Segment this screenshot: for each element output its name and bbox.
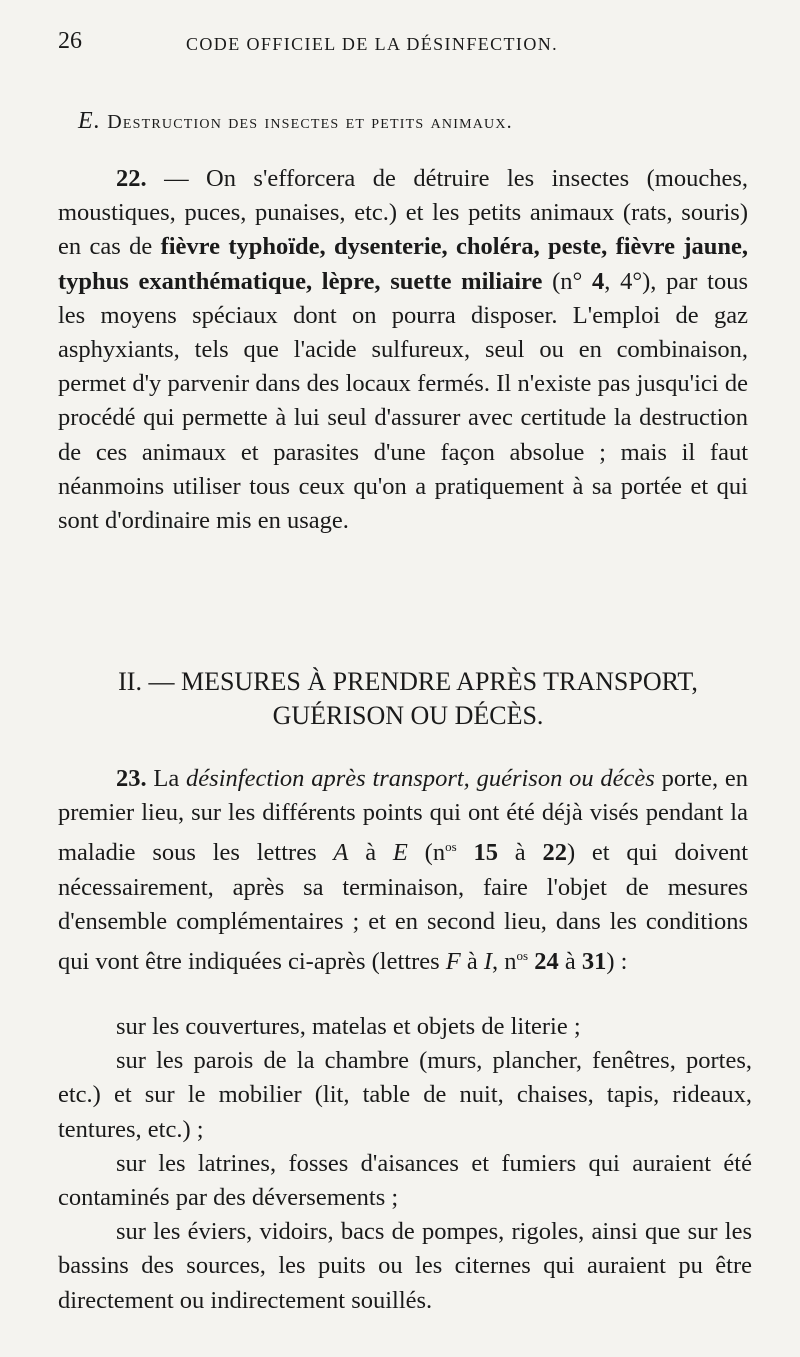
superscript: os	[516, 948, 529, 964]
section-title: Destruction des insectes et petits animaux.	[107, 111, 513, 133]
text: (n	[407, 839, 446, 867]
italic-letter: E	[392, 839, 408, 867]
text	[457, 839, 474, 866]
text: porte, en premier lieu, sur les différents points qui ont été déjà visés pendant la maladie sous les lettres	[58, 765, 748, 867]
text: ) :	[606, 948, 628, 976]
text: (n°	[542, 267, 593, 295]
superscript: os	[445, 839, 457, 855]
italic-letter: I	[483, 948, 493, 976]
text: , 4°), par tous les moyens spéciaux dont on pourra disposer. L'emploi de gaz asphyxiants, tels que l'acide sulfureux, seul ou en combinaison, permet d'y parvenir dans des locaux fermés. Il n'existe pas jusqu'ici de procédé qui permette à lui seul d'assurer avec certitude la destruction de ces animaux et parasites d'une façon absolue ; mais il faut néanmoins utiliser tous ceux qu'on a pratiquement à sa portée et qui sont d'ordinaire mis en usage.	[58, 267, 748, 535]
italic-letter: F	[445, 948, 461, 976]
list-item: sur les parois de la chambre (murs, plancher, fenêtres, portes, etc.) et sur le mobilier (lit, table de nuit, chaises, tapis, rideaux, tentures, etc.) ;	[58, 1047, 752, 1143]
text: à	[460, 948, 484, 976]
text: à	[348, 839, 393, 867]
heading-line-2: GUÉRISON OU DÉCÈS.	[272, 701, 544, 730]
italic-letter: A	[333, 839, 349, 867]
page-number: 26	[58, 28, 82, 54]
bold-ref: 31	[581, 948, 607, 976]
text: à	[558, 948, 582, 976]
bold-ref: 22	[542, 839, 567, 867]
text: ) et qui doivent nécessairement, après sa terminaison, faire l'objet de mesures d'ensemble complémentaires ; et en second lieu, dans les conditions qui vont être indiquées ci-après (lettres	[58, 839, 749, 976]
bold-diseases: fièvre typhoïde, dysenterie, choléra, peste, fièvre jaune, typhus exanthématique, lèpre, suette miliaire	[58, 233, 748, 295]
text: — On s'efforcera de détruire les insectes (mouches, moustiques, puces, punaises, etc.) et les petits animaux (rats, souris) en cas de	[58, 165, 748, 261]
heading-line-1: II. — MESURES À PRENDRE APRÈS TRANSPORT,	[118, 667, 698, 696]
paragraph-number: 23.	[116, 765, 147, 792]
list-item: sur les éviers, vidoirs, bacs de pompes, rigoles, ainsi que sur les bassins des sources, les puits ou les citernes qui auraient pu être directement ou indirectement souillés.	[58, 1218, 752, 1314]
section-ii-heading	[58, 665, 758, 733]
disinfection-list	[58, 1010, 752, 1318]
list-item: sur les couvertures, matelas et objets de literie ;	[116, 1013, 581, 1040]
page-header	[58, 28, 760, 60]
list-item: sur les latrines, fosses d'aisances et fumiers qui auraient été contaminés par des déversements ;	[58, 1149, 752, 1212]
section-e-heading	[78, 108, 513, 135]
text: à	[497, 839, 543, 867]
bold-ref: 4	[592, 267, 605, 295]
section-letter: E.	[78, 108, 102, 134]
paragraph-number: 22.	[116, 165, 147, 192]
italic-text: désinfection après transport, guérison ou décès	[186, 765, 655, 792]
running-title: CODE OFFICIEL DE LA DÉSINFECTION.	[186, 34, 559, 54]
text: , n	[492, 948, 517, 976]
bold-ref: 24	[534, 948, 559, 976]
bold-ref: 15	[473, 839, 498, 867]
paragraph-22	[58, 162, 748, 538]
paragraph-23	[58, 762, 748, 979]
text: La	[146, 765, 187, 792]
